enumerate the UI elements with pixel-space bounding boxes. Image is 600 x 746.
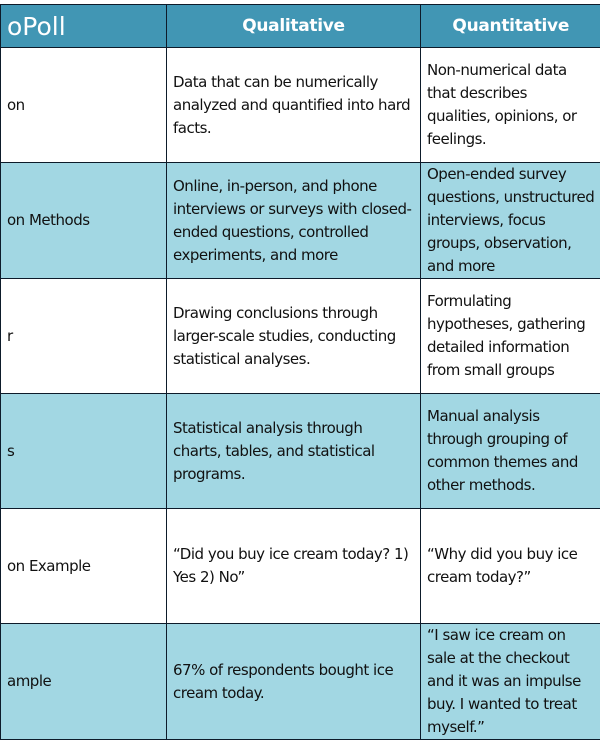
quantitative-cell: Open-ended survey questions, unstructured interviews, focus groups, observation, and more xyxy=(421,163,600,279)
table-row xyxy=(1,509,600,624)
brand-logo: oPoll xyxy=(7,11,66,41)
row-label: s xyxy=(1,394,167,509)
row-label: on Methods xyxy=(1,163,167,279)
header-row xyxy=(1,5,600,48)
table-row xyxy=(1,394,600,509)
table-row xyxy=(1,48,600,163)
quantitative-cell: Formulating hypotheses, gathering detailed information from small groups xyxy=(421,279,600,394)
comparison-table xyxy=(0,4,600,740)
qualitative-cell: Online, in-person, and phone interviews or surveys with closed-ended questions, controlled experiments, and more xyxy=(167,163,421,279)
qualitative-cell: Statistical analysis through charts, tables, and statistical programs. xyxy=(167,394,421,509)
quantitative-cell: Non-numerical data that describes qualities, opinions, or feelings. xyxy=(421,48,600,163)
table-row xyxy=(1,279,600,394)
row-label: r xyxy=(1,279,167,394)
table-row xyxy=(1,624,600,740)
table-row xyxy=(1,163,600,279)
row-label: ample xyxy=(1,624,167,740)
qualitative-cell: Drawing conclusions through larger-scale studies, conducting statistical analyses. xyxy=(167,279,421,394)
qualitative-cell: 67% of respondents bought ice cream today. xyxy=(167,624,421,740)
row-label: on xyxy=(1,48,167,163)
quantitative-cell: “Why did you buy ice cream today?” xyxy=(421,509,600,624)
brand-logo-cell xyxy=(1,5,167,48)
qualitative-cell: Data that can be numerically analyzed and quantified into hard facts. xyxy=(167,48,421,163)
qualitative-cell: “Did you buy ice cream today? 1) Yes 2) No” xyxy=(167,509,421,624)
header-qualitative: Qualitative xyxy=(167,5,421,48)
quantitative-cell: “I saw ice cream on sale at the checkout and it was an impulse buy. I wanted to treat myself.” xyxy=(421,624,600,740)
header-quantitative: Quantitative xyxy=(421,5,600,48)
row-label: on Example xyxy=(1,509,167,624)
quantitative-cell: Manual analysis through grouping of common themes and other methods. xyxy=(421,394,600,509)
